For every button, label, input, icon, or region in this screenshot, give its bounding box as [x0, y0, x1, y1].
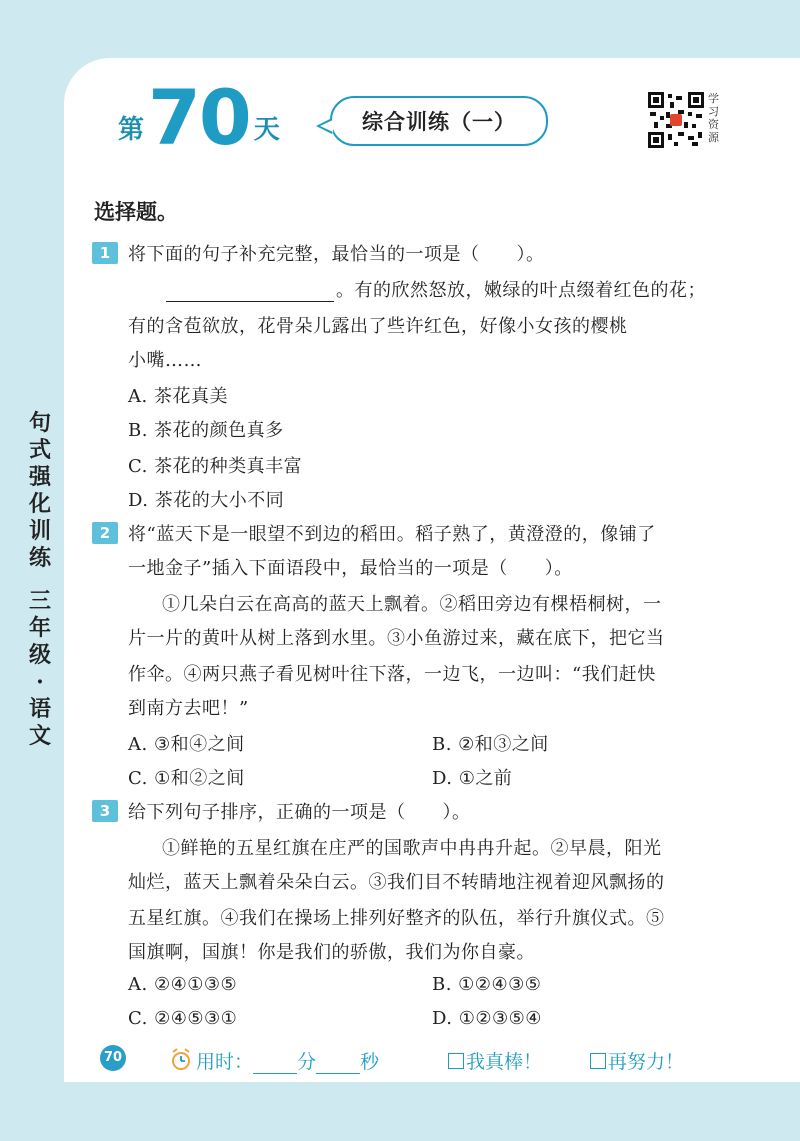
- side-char: 文: [28, 723, 51, 749]
- side-char: 句: [28, 410, 51, 436]
- q3-option-d[interactable]: D. ①②③⑤④: [432, 1008, 542, 1029]
- q3-passage-line2: 灿烂，蓝天上飘着朵朵白云。③我们目不转睛地注视着迎风飘扬的: [128, 872, 665, 893]
- q2-option-a[interactable]: A. ③和④之间: [128, 734, 245, 755]
- side-title: [26, 410, 54, 750]
- time-label: 用时：: [196, 1051, 254, 1073]
- minutes-blank[interactable]: [253, 1055, 297, 1074]
- try-label: 再努力！: [608, 1051, 685, 1073]
- section-heading: 选择题。: [94, 200, 178, 224]
- q3-option-c[interactable]: C. ②④⑤③①: [128, 1008, 238, 1029]
- q2-option-b[interactable]: B. ②和③之间: [432, 734, 549, 755]
- great-label: 我真棒！: [466, 1051, 543, 1073]
- q3-option-b[interactable]: B. ①②④③⑤: [432, 974, 542, 995]
- side-char: 练: [28, 545, 51, 571]
- self-check-try[interactable]: [590, 1047, 684, 1074]
- lesson-title-bubble: [330, 96, 548, 146]
- try-checkbox[interactable]: [590, 1053, 606, 1069]
- minute-label: 分: [297, 1051, 317, 1073]
- page-number: 70: [100, 1045, 126, 1071]
- q2-passage-line4: 到南方去吧！”: [128, 698, 249, 719]
- side-char: 级: [28, 642, 51, 668]
- q2-passage-line3: 作伞。④两只燕子看见树叶往下落，一边飞，一边叫：“我们赶快: [128, 664, 656, 685]
- alarm-clock-icon: [170, 1047, 192, 1071]
- q2-option-d[interactable]: D. ①之前: [432, 768, 513, 789]
- side-char: ·: [36, 669, 44, 695]
- side-char: 年: [28, 615, 51, 641]
- q1-line1-text: 。有的欣然怒放，嫩绿的叶点缀着红色的花；: [336, 280, 706, 301]
- second-label: 秒: [360, 1051, 380, 1073]
- day-number: 70: [148, 73, 250, 162]
- side-char: 强: [28, 464, 51, 490]
- question-number-badge: 3: [92, 800, 118, 822]
- q2-passage-line2: 片一片的黄叶从树上落到水里。③小鱼游过来，藏在底下，把它当: [128, 628, 665, 649]
- day-prefix: 第: [118, 115, 145, 145]
- q3-passage-line4: 国旗啊，国旗！你是我们的骄傲，我们为你自豪。: [128, 942, 535, 963]
- self-check-great[interactable]: [448, 1047, 542, 1074]
- great-checkbox[interactable]: [448, 1053, 464, 1069]
- q1-line1: [166, 276, 706, 302]
- side-char: 三: [28, 588, 51, 614]
- side-char: 式: [28, 437, 51, 463]
- side-char: 化: [28, 491, 51, 517]
- q1-stem: 将下面的句子补充完整，最恰当的一项是（ ）。: [128, 244, 545, 265]
- page-frame-bottom: [64, 1082, 800, 1141]
- lesson-title: 综合训练（一）: [362, 109, 516, 134]
- qr-code-icon[interactable]: [648, 92, 704, 148]
- side-char: 训: [28, 518, 51, 544]
- q1-line2: 有的含苞欲放，花骨朵儿露出了些许红色，好像小女孩的樱桃: [128, 316, 628, 337]
- q2-stem-line1: 将“蓝天下是一眼望不到边的稻田。稻子熟了，黄澄澄的，像铺了: [128, 524, 656, 545]
- q1-answer-blank[interactable]: [166, 283, 334, 302]
- q3-passage-line1: ①鲜艳的五星红旗在庄严的国歌声中冉冉升起。②早晨，阳光: [162, 838, 662, 859]
- time-used: [196, 1047, 379, 1074]
- q1-option-c[interactable]: C. 茶花的种类真丰富: [128, 456, 303, 477]
- page-frame-top: [0, 0, 800, 58]
- side-char: 语: [28, 696, 51, 722]
- seconds-blank[interactable]: [316, 1055, 360, 1074]
- q1-option-d[interactable]: D. 茶花的大小不同: [128, 490, 285, 511]
- q3-passage-line3: 五星红旗。④我们在操场上排列好整齐的队伍，举行升旗仪式。⑤: [128, 908, 665, 929]
- day-label: [118, 73, 280, 162]
- side-gap: [26, 572, 54, 588]
- q1-option-a[interactable]: A. 茶花真美: [128, 386, 228, 407]
- q1-option-b[interactable]: B. 茶花的颜色真多: [128, 420, 284, 441]
- q3-stem: 给下列句子排序，正确的一项是（ ）。: [128, 802, 471, 823]
- question-number-badge: 2: [92, 522, 118, 544]
- day-suffix: 天: [253, 115, 280, 145]
- q2-option-c[interactable]: C. ①和②之间: [128, 768, 245, 789]
- q2-stem-line2: 一地金子”插入下面语段中，最恰当的一项是（ ）。: [128, 558, 573, 579]
- q1-line3: 小嘴……: [128, 350, 202, 371]
- q3-option-a[interactable]: A. ②④①③⑤: [128, 974, 238, 995]
- question-number-badge: 1: [92, 242, 118, 264]
- q2-passage-line1: ①几朵白云在高高的蓝天上飘着。②稻田旁边有棵梧桐树，一: [162, 594, 662, 615]
- qr-label: 学习资源: [708, 92, 719, 144]
